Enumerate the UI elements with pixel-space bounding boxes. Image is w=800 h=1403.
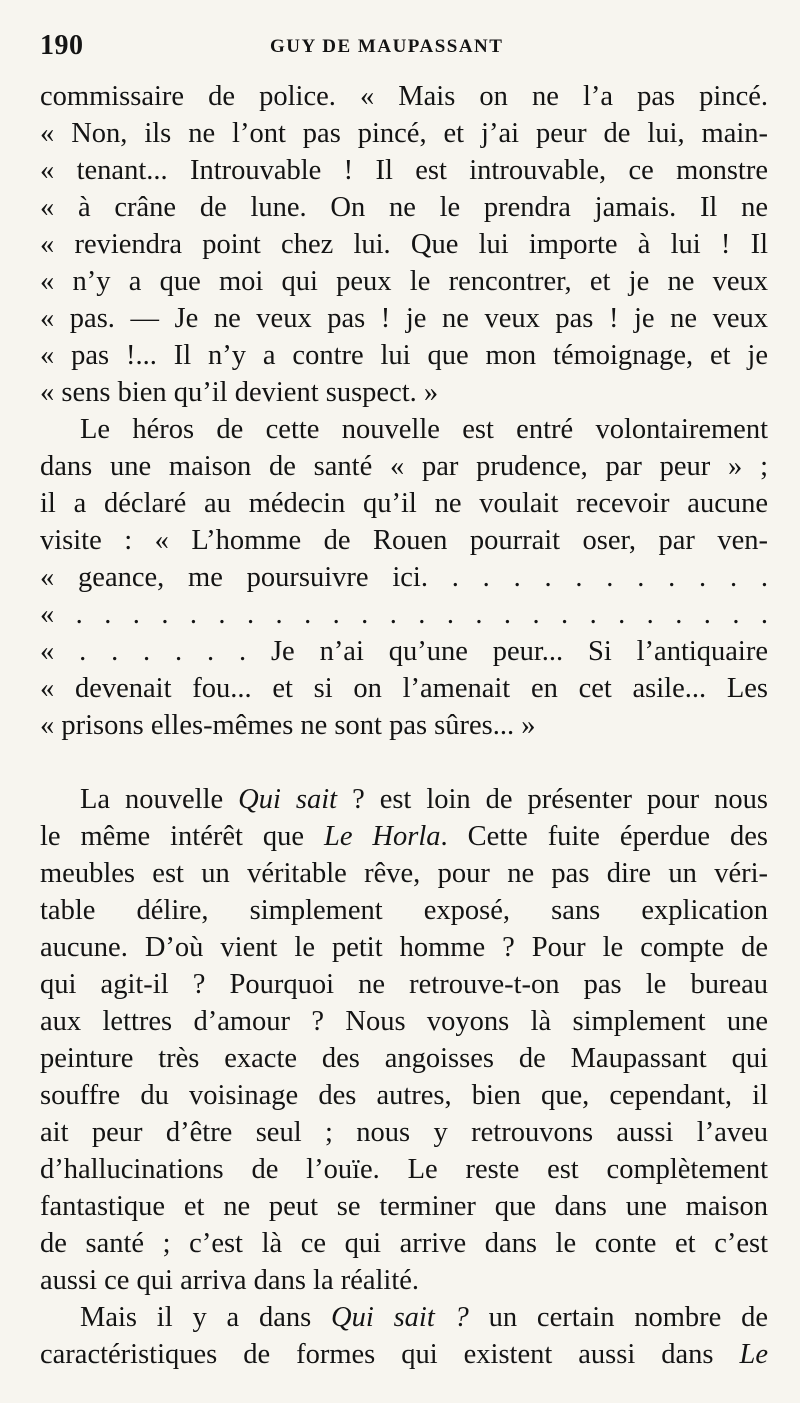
text-line: de santé ; c’est là ce qui arrive dans le conte et c’est [40, 1228, 768, 1259]
text-line: « devenait fou... et si on l’amenait en cet asile... Les [40, 673, 768, 704]
text-line: aussi ce qui arriva dans la réalité. [40, 1265, 420, 1296]
text-line: « tenant... Introuvable ! Il est introuvable, ce monstre [40, 155, 768, 186]
text-line: souffre du voisinage des autres, bien que, cependant, il [40, 1080, 768, 1111]
text-line: « Non, ils ne l’ont pas pincé, et j’ai peur de lui, main- [40, 118, 768, 149]
text-fragment: caractéristiques de formes qui existent aussi dans [40, 1339, 714, 1370]
italic-title: Qui sait ? [331, 1302, 469, 1333]
text-line: meubles est un véritable rêve, pour ne pas dire un véri- [40, 858, 768, 889]
text-line: fantastique et ne peut se terminer que dans une maison [40, 1191, 768, 1222]
text-fragment: ? est loin de présenter pour nous [352, 784, 768, 815]
text-line: peinture très exacte des angoisses de Maupassant qui [40, 1043, 768, 1074]
text-line: « sens bien qu’il devient suspect. » [40, 377, 439, 408]
text-line: « pas !... Il n’y a contre lui que mon témoignage, et je [40, 340, 768, 371]
text-line: qui agit-il ? Pourquoi ne retrouve-t-on pas le bureau [40, 969, 768, 1000]
page-number: 190 [40, 30, 84, 61]
italic-title: Qui sait [238, 784, 338, 815]
italic-title: Le [739, 1339, 768, 1370]
text-line: « . . . . . . . . . . . . . . . . . . . . . . . . . [40, 599, 768, 630]
running-head: GUY DE MAUPASSANT [270, 36, 504, 57]
text-line: « pas. — Je ne veux pas ! je ne veux pas ! je ne veux [40, 303, 768, 334]
text-line: d’hallucinations de l’ouïe. Le reste est complètement [40, 1154, 768, 1185]
text-line: il a déclaré au médecin qu’il ne voulait recevoir aucune [40, 488, 768, 519]
text-line: aux lettres d’amour ? Nous voyons là simplement une [40, 1006, 768, 1037]
text-line: ait peur d’être seul ; nous y retrouvons aussi l’aveu [40, 1117, 768, 1148]
text-line: « prisons elles-mêmes ne sont pas sûres... » [40, 710, 536, 741]
text-line: aucune. D’où vient le petit homme ? Pour le compte de [40, 932, 768, 963]
page-header [40, 30, 760, 70]
text-line: commissaire de police. « Mais on ne l’a pas pincé. [40, 81, 768, 112]
body-text [40, 78, 768, 1373]
text-line: visite : « L’homme de Rouen pourrait oser, par ven- [40, 525, 768, 556]
text-line: Le héros de cette nouvelle est entré volontairement [80, 414, 768, 445]
text-line [40, 1336, 768, 1373]
text-line: « . . . . . . Je n’ai qu’une peur... Si l’antiquaire [40, 636, 768, 667]
text-fragment: . Cette fuite éperdue des [440, 821, 768, 852]
text-line [40, 1299, 768, 1336]
text-line [40, 781, 768, 818]
text-line: « n’y a que moi qui peux le rencontrer, et je ne veux [40, 266, 768, 297]
text-line [40, 818, 768, 855]
text-fragment: La nouvelle [80, 784, 224, 815]
paragraph-gap [40, 744, 768, 781]
italic-title: Le Horla [323, 821, 441, 852]
text-line: « reviendra point chez lui. Que lui importe à lui ! Il [40, 229, 768, 260]
text-fragment: le même intérêt que [40, 821, 305, 852]
text-fragment: Mais il y a dans [80, 1302, 312, 1333]
text-line: « geance, me poursuivre ici. . . . . . . . . . . . [40, 562, 768, 593]
text-line: « à crâne de lune. On ne le prendra jamais. Il ne [40, 192, 768, 223]
text-line: table délire, simplement exposé, sans explication [40, 895, 768, 926]
text-line: dans une maison de santé « par prudence, par peur » ; [40, 451, 768, 482]
text-fragment: un certain nombre de [488, 1302, 769, 1333]
